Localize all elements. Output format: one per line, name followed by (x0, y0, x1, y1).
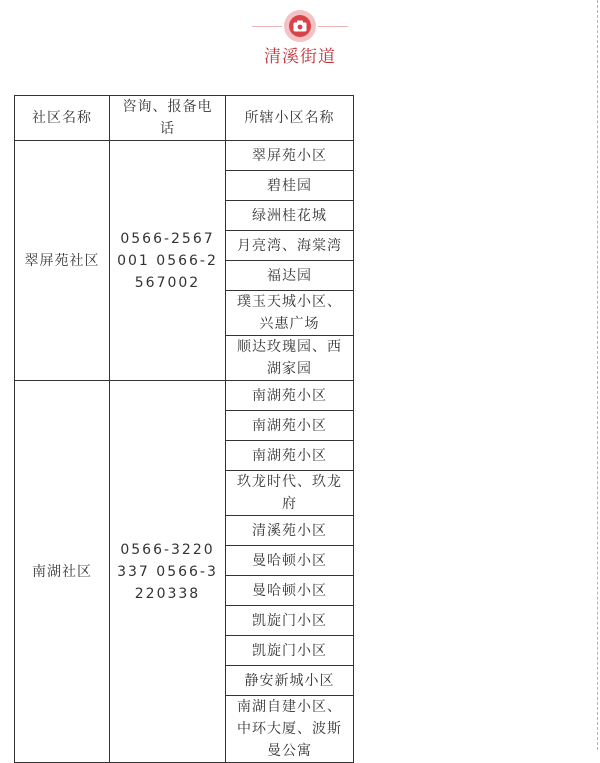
subdistrict-cell: 碧桂园 (226, 171, 354, 201)
subdistrict-cell: 静安新城小区 (226, 666, 354, 696)
column-header-community: 社区名称 (15, 96, 110, 141)
subdistrict-cell: 曼哈顿小区 (226, 546, 354, 576)
subdistrict-cell: 南湖苑小区 (226, 411, 354, 441)
section-header (0, 8, 600, 68)
subdistrict-cell: 玖龙时代、玖龙府 (226, 471, 354, 516)
subdistrict-cell: 福达园 (226, 261, 354, 291)
subdistrict-cell: 绿洲桂花城 (226, 201, 354, 231)
community-table (14, 95, 354, 763)
table-row (15, 141, 354, 171)
header-divider-left (252, 26, 282, 27)
subdistrict-cell: 凯旋门小区 (226, 636, 354, 666)
subdistrict-cell: 璞玉天城小区、兴惠广场 (226, 291, 354, 336)
subdistrict-cell: 凯旋门小区 (226, 606, 354, 636)
camera-icon (293, 20, 307, 32)
subdistrict-cell: 南湖苑小区 (226, 441, 354, 471)
subdistrict-cell: 南湖苑小区 (226, 381, 354, 411)
page-edge-dashed-line (597, 0, 598, 750)
community-name-cell: 南湖社区 (15, 381, 110, 763)
table-header-row (15, 96, 354, 141)
subdistrict-cell: 曼哈顿小区 (226, 576, 354, 606)
header-badge (284, 10, 316, 42)
table-row (15, 381, 354, 411)
section-title: 清溪街道 (264, 47, 336, 67)
column-header-phone: 咨询、报备电话 (110, 96, 226, 141)
subdistrict-cell: 顺达玫瑰园、西湖家园 (226, 336, 354, 381)
header-badge-inner (289, 15, 311, 37)
subdistrict-cell: 清溪苑小区 (226, 516, 354, 546)
community-phone-cell: 0566-2567001 0566-2567002 (110, 141, 226, 381)
column-header-subdistrict: 所辖小区名称 (226, 96, 354, 141)
header-divider-right (318, 26, 348, 27)
subdistrict-cell: 月亮湾、海棠湾 (226, 231, 354, 261)
subdistrict-cell: 南湖自建小区、中环大厦、波斯曼公寓 (226, 696, 354, 763)
community-phone-cell: 0566-3220337 0566-3220338 (110, 381, 226, 763)
community-name-cell: 翠屏苑社区 (15, 141, 110, 381)
subdistrict-cell: 翠屏苑小区 (226, 141, 354, 171)
